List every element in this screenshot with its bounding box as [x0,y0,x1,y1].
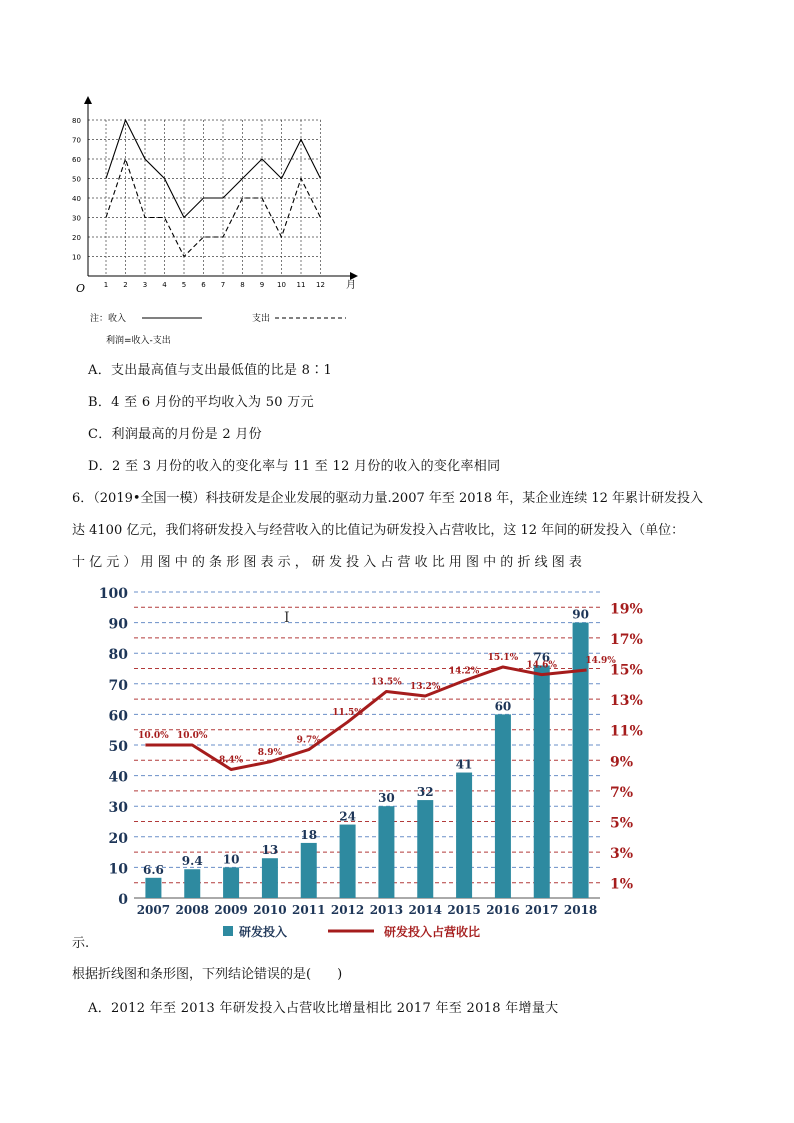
x-tick-label: 5 [181,281,187,289]
x-tick-label: 6 [201,281,206,289]
y-tick-label: 40 [72,195,81,203]
legend-line-label: 研发投入占营收比 [384,925,481,939]
bar-value-label: 76 [533,650,551,665]
bar-value-label: 6.6 [142,862,164,877]
y-left-tick-label: 50 [108,739,128,755]
ratio-line [145,667,586,770]
bar [456,773,472,898]
x-tick-label: 7 [220,281,226,289]
bar-value-label: 10 [222,852,240,867]
bar [301,843,317,898]
income-line [106,120,321,218]
bar-value-label: 9.4 [181,854,203,869]
bar-value-label: 24 [339,809,356,824]
bar [223,867,239,898]
x-tick-label: 10 [277,281,286,289]
y-tick-label: 60 [72,156,81,164]
bar-value-label: 18 [300,827,318,842]
y-right-tick-label: 17% [610,631,643,648]
bar [340,825,356,898]
q5-option-c: C．利润最高的月份是 2 月份 [88,427,262,442]
ratio-value-label: 14.9% [585,656,616,667]
origin-label: O [76,282,86,295]
x-tick-label: 8 [240,281,245,289]
x-tick-label: 12 [316,281,325,289]
ratio-value-label: 14.2% [448,666,480,677]
y-left-tick-label: 100 [98,586,128,602]
y-left-tick-label: 60 [108,708,128,725]
y-right-tick-label: 7% [610,784,634,801]
y-left-tick-label: 0 [118,892,128,908]
y-tick-label: 30 [72,214,81,223]
x-tick-label: 2011 [292,903,326,917]
bar-value-label: 13 [261,843,279,858]
x-tick-label: 2 [123,281,128,289]
x-tick-label: 3 [142,281,148,289]
y-left-tick-label: 80 [108,647,128,664]
q6-line-4: 示. [72,936,90,951]
legend-income-label: 注：收入 [90,314,127,324]
ratio-value-label: 13.2% [410,682,441,693]
y-right-tick-label: 15% [610,662,643,679]
y-right-tick-label: 1% [610,876,634,893]
x-tick-label: 2015 [447,903,481,917]
y-left-tick-label: 40 [108,769,128,786]
y-tick-label: 80 [72,117,81,125]
y-right-tick-label: 5% [610,815,634,832]
ratio-value-label: 13.5% [371,677,402,688]
y-right-tick-label: 3% [610,846,634,863]
text-cursor-icon: Ι [284,610,290,626]
q6-line-1: 6．（2019•全国一模）科技研发是企业发展的驱动力量.2007 年至 2018 年，某企业连续 12 年累计研发投入 [72,491,704,506]
y-axis-arrow [84,96,92,104]
bar [184,869,200,898]
x-tick-label: 9 [259,281,265,289]
x-tick-label: 1 [103,281,109,289]
ratio-value-label: 14.6% [526,660,557,671]
y-tick-label: 70 [72,136,81,145]
income-expense-chart [70,96,370,351]
bar-value-label: 32 [416,785,434,800]
bar-value-label: 30 [378,791,395,806]
bar-value-label: 60 [494,699,512,714]
bar [145,878,161,898]
bar [262,858,278,898]
y-left-tick-label: 10 [108,861,128,878]
q5-option-b: B．4 至 6 月份的平均收入为 50 万元 [88,395,314,410]
y-tick-label: 20 [72,234,81,242]
x-tick-label: 2008 [175,903,209,917]
x-unit-label: 月 [346,280,356,291]
ratio-value-label: 10.0% [177,731,208,741]
y-left-tick-label: 70 [108,677,128,694]
bar [534,665,550,898]
x-tick-label: 2012 [330,903,365,917]
x-tick-label: 2009 [214,903,248,917]
ratio-value-label: 8.4% [218,755,244,766]
y-tick-label: 10 [72,253,81,262]
bar [417,800,433,898]
q6-line-2: 达 4100 亿元，我们将研发投入与经营收入的比值记为研发投入占营收比，这 12 年间的研发投入（单位： [72,523,685,538]
ratio-value-label: 11.5% [332,708,363,719]
rd-chart [92,580,672,945]
x-tick-label: 2014 [408,903,442,917]
q5-option-a: A．支出最高值与支出最低值的比是 8∶1 [88,363,333,378]
bar [495,714,511,898]
x-tick-label: 11 [296,281,306,289]
x-tick-label: 2007 [136,903,171,917]
x-tick-label: 4 [162,281,167,289]
y-right-tick-label: 11% [610,723,643,740]
q6-option-a: A．2012 年至 2013 年研发投入占营收比增量相比 2017 年至 2018 年增量大 [88,1001,559,1016]
bar-value-label: 90 [572,607,589,622]
y-left-tick-label: 20 [108,830,128,847]
y-right-tick-label: 9% [610,754,634,771]
q5-option-d: D．2 至 3 月份的收入的变化率与 11 至 12 月份的收入的变化率相同 [88,459,501,474]
x-tick-label: 2013 [369,903,404,917]
q6-line-3: 十 亿 元 ） 用 图 中 的 条 形 图 表 示 ， 研 发 投 入 占 营 收 比 用 图 中 的 折 线 图 表 [72,555,582,570]
x-tick-label: 2010 [253,903,287,917]
ratio-value-label: 15.1% [487,652,519,663]
y-tick-label: 50 [72,175,81,184]
legend-expense-label: 支出 [252,314,271,324]
bar-value-label: 41 [455,757,473,772]
legend-bar-swatch [223,926,233,936]
profit-note: 利润=收入-支出 [106,336,171,346]
x-tick-label: 2017 [525,903,559,917]
y-left-tick-label: 30 [108,800,128,817]
ratio-value-label: 10.0% [138,731,169,741]
x-axis-arrow [350,272,358,280]
ratio-value-label: 8.9% [257,747,283,758]
ratio-value-label: 9.7% [296,735,321,746]
bar [378,806,394,898]
q6-question: 根据折线图和条形图，下列结论错误的是( ) [72,967,343,982]
y-right-tick-label: 19% [610,601,643,618]
expense-line [106,159,321,257]
x-tick-label: 2018 [563,903,598,917]
x-tick-label: 2016 [486,903,520,917]
legend-bar-label: 研发投入 [239,925,288,939]
y-left-tick-label: 90 [108,616,128,633]
y-right-tick-label: 13% [610,693,643,710]
